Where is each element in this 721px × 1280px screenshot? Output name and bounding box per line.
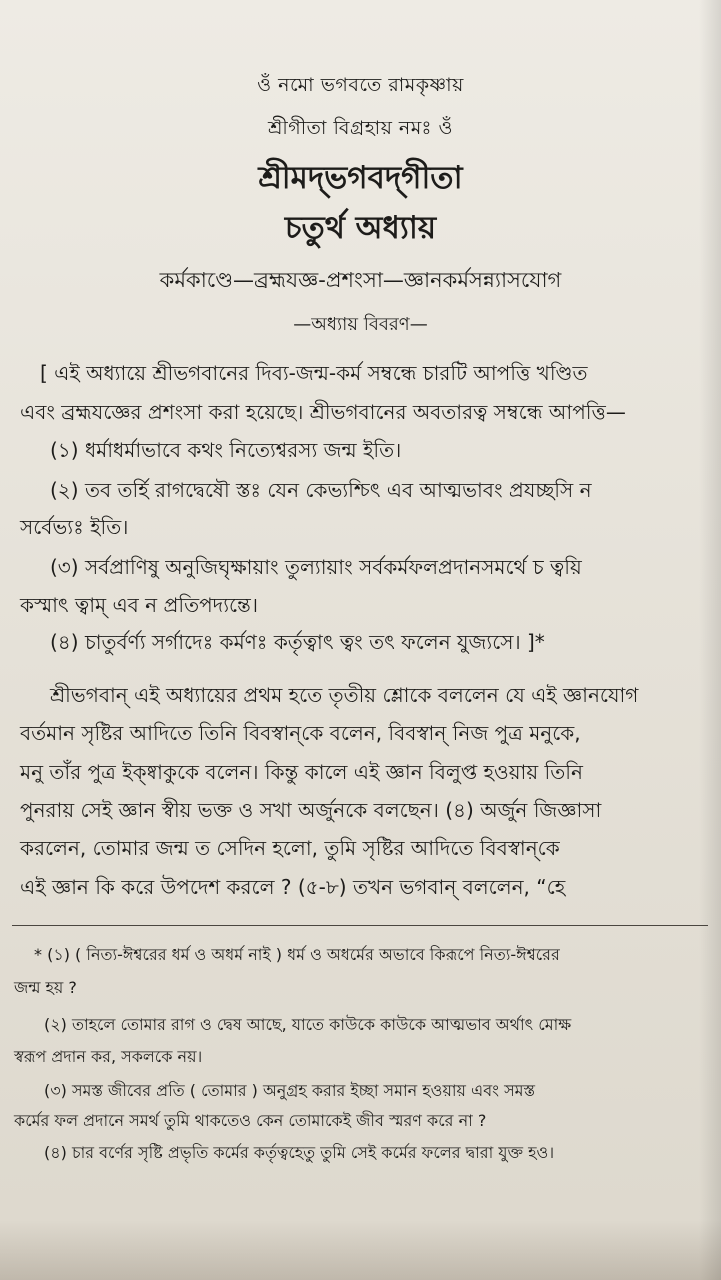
narrative-line: করলেন, তোমার জন্ম ত সেদিন হলো, তুমি সৃষ্টির আদিতে বিবস্বান্‌কে bbox=[20, 836, 560, 860]
intro-line: (১) ধর্মাধর্মাভাবে কথং নিত্যেশ্বরস্য জন্ম ইতি। bbox=[50, 438, 402, 462]
section-heading: —অধ্যায় বিবরণ— bbox=[293, 314, 428, 335]
chapter-subtitle: কর্মকাণ্ডে—ব্রহ্মযজ্ঞ-প্রশংসা—জ্ঞানকর্মসন্ন্যাসযোগ bbox=[159, 268, 562, 292]
narrative-line: মনু তাঁর পুত্র ইক্ষ্বাকুকে বলেন। কিন্তু কালে এই জ্ঞান বিলুপ্ত হওয়ায় তিনি bbox=[20, 760, 583, 784]
intro-line: (৩) সর্বপ্রাণিষু অনুজিঘৃক্ষায়াং তুল্যায়াং সর্বকর্মফলপ্রদানসমর্থে চ ত্বয়ি bbox=[50, 555, 582, 579]
narrative-line: বর্তমান সৃষ্টির আদিতে তিনি বিবস্বান্‌কে বলেন, বিবস্বান্ নিজ পুত্র মনুকে, bbox=[20, 721, 581, 745]
page-bottom-shadow bbox=[0, 1220, 721, 1280]
page-edge-shadow bbox=[699, 0, 721, 1280]
narrative-line: এই জ্ঞান কি করে উপদেশ করলে ? (৫-৮) তখন ভগবান্ বললেন, “হে bbox=[20, 875, 566, 899]
intro-line: এবং ব্রহ্মযজ্ঞের প্রশংসা করা হয়েছে। শ্রীভগবানের অবতারত্ব সম্বন্ধে আপত্তি— bbox=[20, 400, 626, 424]
intro-line: সর্বেভ্যঃ ইতি। bbox=[20, 515, 129, 539]
footnote-line: * (১) ( নিত্য-ঈশ্বরের ধর্ম ও অধর্ম নাই ) ধর্ম ও অধর্মের অভাবে কিরূপে নিত্য-ঈশ্বরের bbox=[34, 945, 560, 964]
narrative-line: পুনরায় সেই জ্ঞান স্বীয় ভক্ত ও সখা অর্জুনকে বলছেন। (৪) অর্জুন জিজ্ঞাসা bbox=[20, 798, 602, 822]
footnote-line: (৩) সমস্ত জীবের প্রতি ( তোমার ) অনুগ্রহ করার ইচ্ছা সমান হওয়ায় এবং সমস্ত bbox=[44, 1081, 536, 1100]
invocation-line-1: ওঁ নমো ভগবতে রামকৃষ্ণায় bbox=[257, 74, 464, 96]
intro-line: [ এই অধ্যায়ে শ্রীভগবানের দিব্য-জন্ম-কর্ম সম্বন্ধে চারটি আপত্তি খণ্ডিত bbox=[40, 361, 588, 385]
footnote-line: (২) তাহলে তোমার রাগ ও দ্বেষ আছে, যাতে কাউকে কাউকে আত্মভাব অর্থাৎ মোক্ষ bbox=[44, 1015, 572, 1034]
intro-line: (৪) চাতুর্বর্ণ্য সর্গাদেঃ কর্মণঃ কর্তৃত্বাৎ ত্বং তৎ ফলেন যুজ্যসে। ]* bbox=[50, 630, 545, 654]
narrative-line: শ্রীভগবান্ এই অধ্যায়ের প্রথম হতে তৃতীয় শ্লোকে বললেন যে এই জ্ঞানযোগ bbox=[50, 683, 639, 707]
footnote-line: স্বরূপ প্রদান কর, সকলকে নয়। bbox=[14, 1047, 203, 1066]
invocation-line-2: শ্রীগীতা বিগ্রহায় নমঃ ওঁ bbox=[268, 117, 453, 139]
footnote-line: (৪) চার বর্ণের সৃষ্টি প্রভৃতি কর্মের কর্তৃত্বহেতু তুমি সেই কর্মের ফলের দ্বারা যুক্ত হও। bbox=[44, 1143, 555, 1162]
footnote-line: জন্ম হয় ? bbox=[14, 978, 77, 997]
chapter-title: চতুর্থ অধ্যায় bbox=[284, 210, 437, 246]
footnote-line: কর্মের ফল প্রদানে সমর্থ তুমি থাকতেও কেন তোমাকেই জীব স্মরণ করে না ? bbox=[14, 1111, 487, 1130]
footnote-divider bbox=[12, 925, 708, 926]
book-title: শ্রীমদ্‌ভগবদ্‌গীতা bbox=[258, 160, 463, 196]
intro-line: কস্মাৎ ত্বাম্ এব ন প্রতিপদ্যন্তে। bbox=[20, 593, 258, 617]
intro-line: (২) তব তর্হি রাগদ্বেষৌ স্তঃ যেন কেভ্যশ্চিৎ এব আত্মভাবং প্রযচ্ছসি ন bbox=[50, 478, 592, 502]
